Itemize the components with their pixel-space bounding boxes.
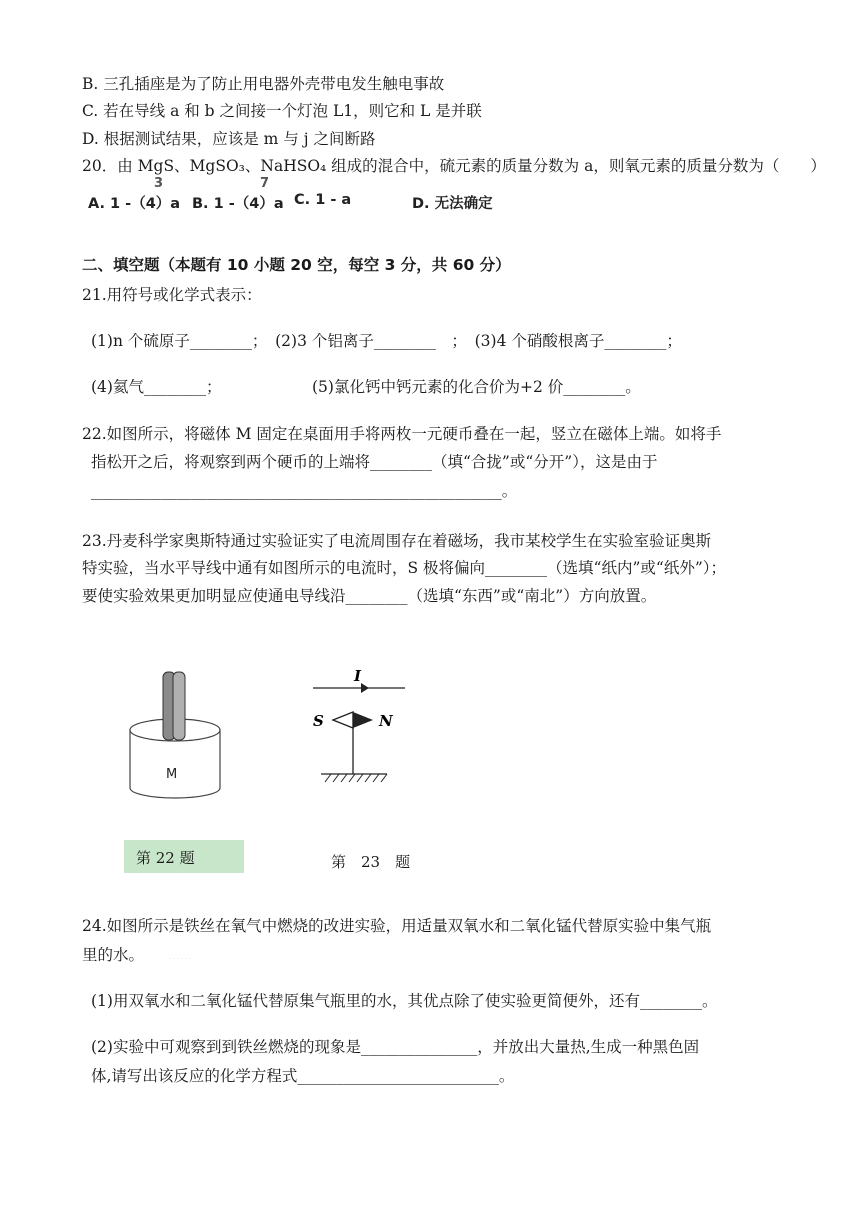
- q24-sub1: (1)用双氧水和二氧化锰代替原集气瓶里的水，其优点除了使实验更简便外，还有________。: [91, 992, 718, 1010]
- figure-23-oersted: [305, 666, 415, 788]
- q24-sub2-line1: (2)实验中可观察到到铁丝燃烧的现象是_______________，并放出大量热,生成一种黑色固: [91, 1038, 700, 1056]
- q23-line1: 23.丹麦科学家奥斯特通过实验证实了电流周围存在着磁场，我市某校学生在实验室验证奥斯: [82, 532, 712, 550]
- q20-option-d: D. 无法确定: [412, 196, 493, 212]
- q21-row2-b: (5)氯化钙中钙元素的化合价为+2 价________。: [312, 378, 641, 396]
- q24-tiny-mark: ．．．．．．: [170, 955, 194, 960]
- q21-row2-a: (4)氦气________；: [91, 378, 222, 396]
- q24-sub2-line2: 体,请写出该反应的化学方程式__________________________。: [91, 1067, 515, 1085]
- section-title: 二、填空题（本题有 10 小题 20 空，每空 3 分，共 60 分）: [82, 256, 511, 274]
- n-pole-label: N: [379, 712, 393, 730]
- q20-fraction-numerator-a: 3: [154, 176, 164, 191]
- q19-option-b: B. 三孔插座是为了防止用电器外壳带电发生触电事故: [82, 75, 445, 93]
- q22-line1: 22.如图所示，将磁体 M 固定在桌面用手将两枚一元硬币叠在一起，竖立在磁体上端。如将手: [82, 425, 722, 443]
- q19-option-d: D. 根据测试结果，应该是 m 与 j 之间断路: [82, 130, 376, 148]
- figure-22-magnet: [120, 662, 230, 800]
- q20-stem: 20．由 MgS、MgSO₃、NaHSO₄ 组成的混合中，硫元素的质量分数为 a，则氧元素的质量分数为（ ）: [82, 157, 826, 175]
- figure-22-caption-text: 第 22 题: [136, 849, 195, 867]
- s-pole-label: S: [313, 712, 324, 730]
- q20-option-b: B. 1 -（4）a: [192, 196, 284, 212]
- q24-line1: 24.如图所示是铁丝在氧气中燃烧的改进实验，用适量双氧水和二氧化锰代替原实验中集气瓶: [82, 917, 712, 935]
- current-label: I: [354, 667, 362, 685]
- q21-stem: 21.用符号或化学式表示：: [82, 286, 262, 304]
- figure-22-caption: [124, 840, 244, 873]
- q20-option-a: A. 1 -（4）a: [88, 196, 181, 212]
- q22-line2: 指松开之后，将观察到两个硬币的上端将________（填“合拢”或“分开”），这是由于: [91, 453, 658, 471]
- q23-line3: 要使实验效果更加明显应使通电导线沿________（选填“东西”或“南北”）方向放置。: [82, 587, 657, 605]
- q19-option-c: C. 若在导线 a 和 b 之间接一个灯泡 L1，则它和 L 是并联: [82, 102, 482, 120]
- magnet-label: M: [166, 767, 178, 782]
- q20-fraction-numerator-b: 7: [260, 176, 270, 191]
- q23-line2: 特实验，当水平导线中通有如图所示的电流时，S 极将偏向________（选填“纸内”或“纸外”）；: [82, 559, 726, 577]
- q22-line3: _____________________________________________________。: [91, 482, 518, 500]
- q24-line2: 里的水。: [82, 946, 145, 964]
- q21-row1: (1)n 个硫原子________； (2)3 个铝离子________ ； (3)4 个硝酸根离子________；: [91, 332, 682, 350]
- q20-option-c: C. 1 - a: [294, 192, 352, 208]
- figure-23-caption: 第 23 题: [331, 853, 411, 871]
